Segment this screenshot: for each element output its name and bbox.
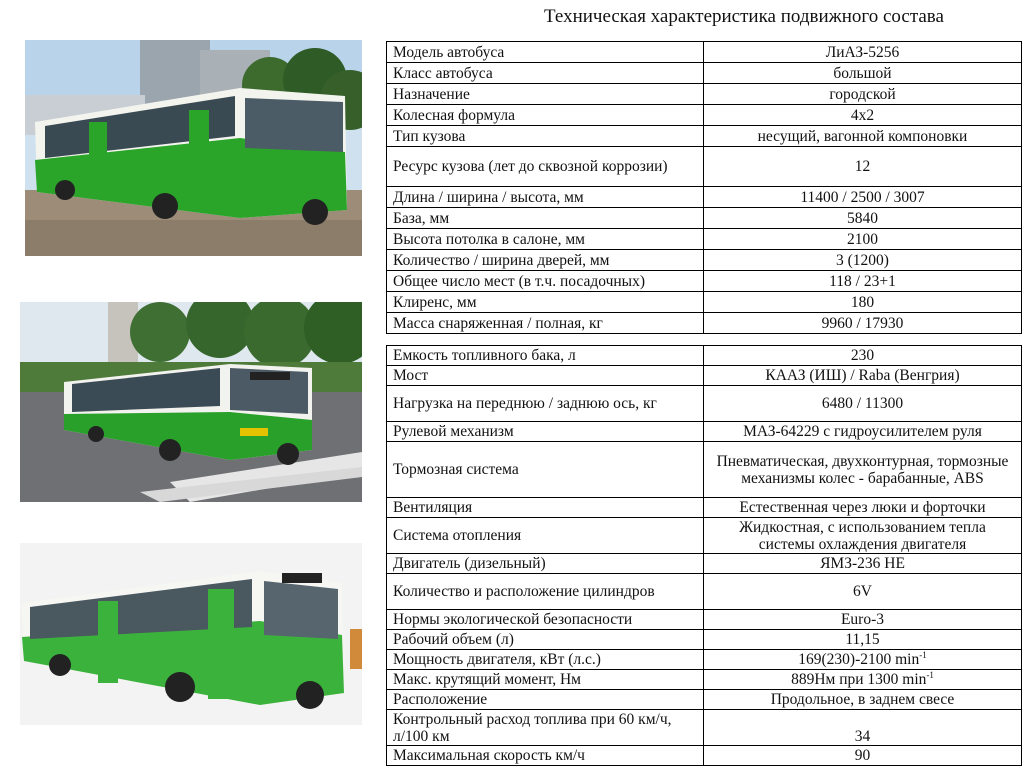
spec-label: Количество и расположение цилиндров [387,574,704,610]
spec-value: 230 [704,346,1022,366]
table-row [387,105,1022,126]
spec-value: 6V [704,574,1022,610]
table-row [387,147,1022,187]
table-row [387,422,1022,442]
spec-value: 180 [704,292,1022,313]
table-row [387,518,1022,554]
spec-value: 12 [704,147,1022,187]
spec-label: Общее число мест (в т.ч. посадочных) [387,271,704,292]
table-row [387,208,1022,229]
spec-label: Вентиляция [387,498,704,518]
spec-label: Контрольный расход топлива при 60 км/ч, л/100 км [387,710,704,746]
spec-label: Мощность двигателя, кВт (л.с.) [387,650,704,670]
spec-value: МАЗ-64229 с гидроусилителем руля [704,422,1022,442]
spec-label: Тип кузова [387,126,704,147]
table-row [387,346,1022,366]
table-row [387,554,1022,574]
spec-value: 4x2 [704,105,1022,126]
spec-label: Длина / ширина / высота, мм [387,187,704,208]
table-row [387,630,1022,650]
table-row [387,670,1022,690]
spec-label: База, мм [387,208,704,229]
spec-table-technical [386,345,1022,766]
spec-value: 11,15 [704,630,1022,650]
table-row [387,84,1022,105]
spec-label: Двигатель (дизельный) [387,554,704,574]
table-row [387,250,1022,271]
page-title: Техническая характеристика подвижного состава [544,6,944,27]
spec-value: КААЗ (ИШ) / Raba (Венгрия) [704,366,1022,386]
spec-label: Класс автобуса [387,63,704,84]
spec-label: Клиренс, мм [387,292,704,313]
table-row [387,690,1022,710]
spec-value [704,670,1022,690]
table-row [387,746,1022,766]
spec-value: 5840 [704,208,1022,229]
spec-value: Естественная через люки и форточки [704,498,1022,518]
spec-value: 3 (1200) [704,250,1022,271]
table-row [387,386,1022,422]
table-row [387,187,1022,208]
spec-label: Модель автобуса [387,42,704,63]
spec-value-text: 889Нм при 1300 min [791,671,927,688]
spec-value: 11400 / 2500 / 3007 [704,187,1022,208]
spec-label: Система отопления [387,518,704,554]
spec-label: Нормы экологической безопасности [387,610,704,630]
table-row [387,63,1022,84]
table-row [387,229,1022,250]
spec-value-exponent: -1 [919,649,927,660]
table-row [387,292,1022,313]
spec-label: Максимальная скорость км/ч [387,746,704,766]
spec-value: ЯМЗ-236 НЕ [704,554,1022,574]
spec-value: 2100 [704,229,1022,250]
table-row [387,574,1022,610]
spec-value: 6480 / 11300 [704,386,1022,422]
table-row [387,498,1022,518]
table-row [387,42,1022,63]
spec-value: Продольное, в заднем свесе [704,690,1022,710]
spec-value: 90 [704,746,1022,766]
spec-value: 34 [704,710,1022,746]
spec-label: Рулевой механизм [387,422,704,442]
spec-label: Емкость топливного бака, л [387,346,704,366]
spec-label: Масса снаряженная / полная, кг [387,313,704,334]
spec-value: большой [704,63,1022,84]
spec-label: Колесная формула [387,105,704,126]
spec-value-exponent: -1 [926,669,934,680]
spec-value: несущий, вагонной компоновки [704,126,1022,147]
table-row [387,650,1022,670]
spec-value: 9960 / 17930 [704,313,1022,334]
bus-photo-parked [25,40,362,256]
spec-label: Высота потолка в салоне, мм [387,229,704,250]
spec-value: Euro-3 [704,610,1022,630]
table-row [387,710,1022,746]
spec-value: 118 / 23+1 [704,271,1022,292]
spec-label: Тормозная система [387,442,704,498]
spec-value: Жидкостная, с использованием тепла системы охлаждения двигателя [704,518,1022,554]
table-row [387,313,1022,334]
spec-label: Расположение [387,690,704,710]
table-row [387,442,1022,498]
spec-table-general [386,41,1022,334]
table-row [387,126,1022,147]
spec-label: Количество / ширина дверей, мм [387,250,704,271]
spec-value: Пневматическая, двухконтурная, тормозные механизмы колес - барабанные, ABS [704,442,1022,498]
spec-value-text: 169(230)-2100 min [798,651,920,668]
spec-label: Мост [387,366,704,386]
table-row [387,610,1022,630]
spec-value: городской [704,84,1022,105]
spec-label: Нагрузка на переднюю / заднюю ось, кг [387,386,704,422]
bus-photo-street [20,302,362,502]
table-row [387,271,1022,292]
table-row [387,366,1022,386]
spec-label: Назначение [387,84,704,105]
spec-label: Макс. крутящий момент, Нм [387,670,704,690]
bus-photo-model [20,543,362,725]
spec-value: ЛиАЗ-5256 [704,42,1022,63]
spec-value [704,650,1022,670]
spec-label: Рабочий объем (л) [387,630,704,650]
spec-label: Ресурс кузова (лет до сквозной коррозии) [387,147,704,187]
